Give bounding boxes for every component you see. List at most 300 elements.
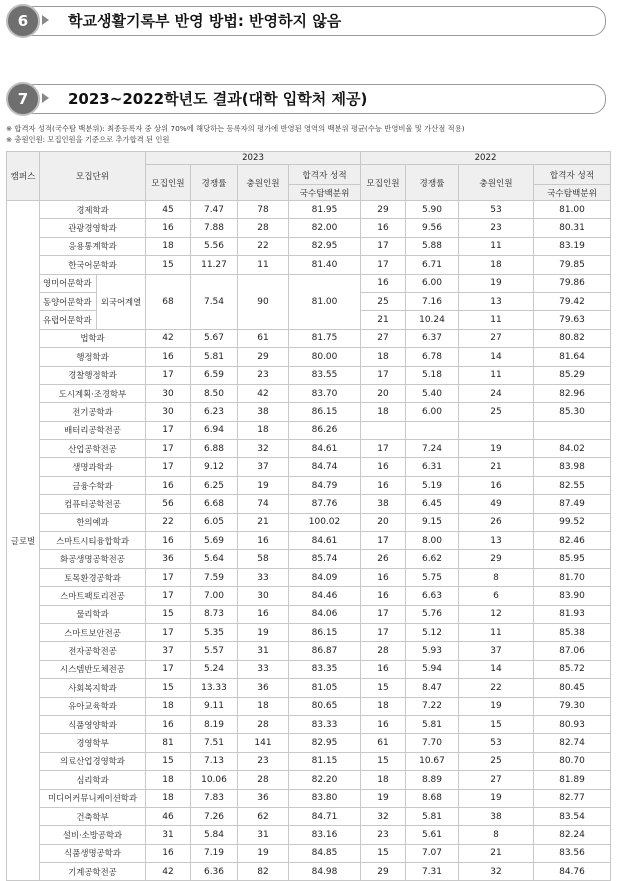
score-2023: 84.79 [289,476,361,494]
competition-2022: 7.07 [406,844,459,862]
quota-2022: 15 [361,844,406,862]
score-2022: 84.76 [534,863,611,881]
competition-2022: 5.75 [406,568,459,586]
quota-2023: 68 [146,274,191,329]
competition-2023: 7.88 [191,219,238,237]
results-table [6,151,611,881]
competition-2022: 8.68 [406,789,459,807]
additional-2022: 38 [459,807,534,825]
quota-2022: 23 [361,826,406,844]
competition-2022: 7.24 [406,440,459,458]
section-6-number-badge: 6 [6,4,40,38]
quota-2022: 17 [361,366,406,384]
score-2023: 84.09 [289,568,361,586]
quota-2022: 16 [361,715,406,733]
score-2022: 85.29 [534,366,611,384]
quota-2023: 81 [146,734,191,752]
quota-2023: 30 [146,403,191,421]
major-cell: 사회복지학과 [40,679,146,697]
score-2023: 86.87 [289,642,361,660]
major-cell: 금융수학과 [40,476,146,494]
additional-2022: 14 [459,660,534,678]
quota-2023: 56 [146,495,191,513]
header-score-sub-2022: 국수탐백분위 [534,185,611,201]
note-additional: ※ 충원인원: 모집인원을 기준으로 추가합격 된 인원 [6,135,170,144]
competition-2023: 8.73 [191,605,238,623]
arrow-right-icon [42,15,49,25]
table-row [7,844,611,862]
score-2023: 81.00 [289,274,361,329]
quota-2022: 18 [361,403,406,421]
competition-2022: 5.40 [406,384,459,402]
table-row [7,679,611,697]
major-cell: 유아교육학과 [40,697,146,715]
quota-2023: 17 [146,366,191,384]
quota-2022: 17 [361,440,406,458]
quota-2022: 17 [361,237,406,255]
score-2023: 84.71 [289,807,361,825]
quota-2023: 15 [146,256,191,274]
major-cell: 법학과 [40,329,146,347]
major-cell: 물리학과 [40,605,146,623]
major-cell: 동양어문학과 [40,292,97,310]
competition-2023: 5.56 [191,237,238,255]
score-2023: 84.61 [289,440,361,458]
competition-2022: 7.31 [406,863,459,881]
major-cell: 스마트시티융합학과 [40,532,146,550]
additional-2023: 42 [238,384,289,402]
major-cell: 행정학과 [40,348,146,366]
additional-2023: 33 [238,568,289,586]
quota-2022: 16 [361,458,406,476]
quota-2023: 17 [146,440,191,458]
additional-2023: 33 [238,660,289,678]
competition-2023: 7.19 [191,844,238,862]
major-cell: 스마트팩토리전공 [40,587,146,605]
score-2023: 81.95 [289,201,361,219]
table-row [7,403,611,421]
competition-2023: 6.88 [191,440,238,458]
score-2022: 81.00 [534,201,611,219]
score-2023: 84.98 [289,863,361,881]
header-quota-2023: 모집인원 [146,165,191,201]
score-2023: 86.26 [289,421,361,439]
table-row [7,532,611,550]
score-2022: 83.90 [534,587,611,605]
quota-2022: 18 [361,697,406,715]
competition-2022: 6.63 [406,587,459,605]
competition-2022: 6.62 [406,550,459,568]
additional-2022: 19 [459,274,534,292]
additional-2023: 61 [238,329,289,347]
major-cell: 기계공학전공 [40,863,146,881]
additional-2023: 19 [238,844,289,862]
score-2023: 82.20 [289,771,361,789]
competition-2023: 10.06 [191,771,238,789]
score-2023: 84.46 [289,587,361,605]
additional-2023: 74 [238,495,289,513]
quota-2023: 36 [146,550,191,568]
additional-2023: 82 [238,863,289,881]
quota-2023: 17 [146,623,191,641]
additional-2022: 19 [459,697,534,715]
table-row [7,623,611,641]
quota-2023: 42 [146,863,191,881]
additional-2022: 11 [459,623,534,641]
additional-2023: 30 [238,587,289,605]
score-2022: 82.96 [534,384,611,402]
additional-2022: 11 [459,366,534,384]
quota-2023: 37 [146,642,191,660]
additional-2023: 23 [238,752,289,770]
table-row [7,458,611,476]
additional-2022: 37 [459,642,534,660]
competition-2023: 7.51 [191,734,238,752]
table-row [7,642,611,660]
competition-2022: 5.81 [406,807,459,825]
additional-2023: 58 [238,550,289,568]
quota-2023: 17 [146,421,191,439]
additional-2022: 26 [459,513,534,531]
score-2023: 83.70 [289,384,361,402]
additional-2023: 38 [238,403,289,421]
score-2023: 81.05 [289,679,361,697]
competition-2022: 10.67 [406,752,459,770]
quota-2023: 17 [146,568,191,586]
score-2023: 81.40 [289,256,361,274]
competition-2022: 5.61 [406,826,459,844]
major-cell: 경제학과 [40,201,146,219]
quota-2023: 15 [146,752,191,770]
major-cell: 심리학과 [40,771,146,789]
competition-2023: 6.59 [191,366,238,384]
additional-2023: 31 [238,826,289,844]
quota-2022: 16 [361,476,406,494]
major-cell: 한국어문학과 [40,256,146,274]
score-2022: 85.30 [534,403,611,421]
score-2022: 81.89 [534,771,611,789]
table-row [7,201,611,219]
additional-2022: 27 [459,771,534,789]
table-row [7,476,611,494]
table-row [7,826,611,844]
score-2022: 80.45 [534,679,611,697]
note-score: ※ 합격자 성적(국수탐 백분위): 최종등록자 중 상위 70%에 해당하는 등록자의 평가에 반영된 영역의 백분위 평균(수능 반영비율 및 가산점 적용) [6,124,465,133]
notes [6,123,465,145]
score-2023: 83.16 [289,826,361,844]
score-2022: 79.30 [534,697,611,715]
additional-2022: 21 [459,458,534,476]
score-2023: 86.15 [289,623,361,641]
competition-2022: 5.18 [406,366,459,384]
competition-2023: 6.68 [191,495,238,513]
score-2022: 87.06 [534,642,611,660]
competition-2022: 5.76 [406,605,459,623]
additional-2023: 11 [238,256,289,274]
score-2022: 85.95 [534,550,611,568]
group-name-cell: 외국어계열 [97,274,146,329]
table-row [7,807,611,825]
quota-2022: 17 [361,532,406,550]
additional-2022: 13 [459,292,534,310]
header-score-2022: 합격자 성적 [534,165,611,185]
table-row [7,587,611,605]
additional-2022: 6 [459,587,534,605]
score-2023: 82.95 [289,734,361,752]
quota-2023: 16 [146,219,191,237]
score-2022: 79.42 [534,292,611,310]
competition-2022: 10.24 [406,311,459,329]
additional-2023: 19 [238,623,289,641]
quota-2022: 15 [361,679,406,697]
score-2023: 81.15 [289,752,361,770]
score-2023: 85.74 [289,550,361,568]
score-2023: 80.00 [289,348,361,366]
score-2022: 87.49 [534,495,611,513]
table-row [7,513,611,531]
quota-2022: 21 [361,311,406,329]
header-competition-2023: 경쟁률 [191,165,238,201]
additional-2023: 78 [238,201,289,219]
competition-2022: 5.94 [406,660,459,678]
quota-2022: 17 [361,605,406,623]
competition-2022: 8.89 [406,771,459,789]
additional-2022: 49 [459,495,534,513]
competition-2023: 5.24 [191,660,238,678]
table-row [7,366,611,384]
quota-2022: 25 [361,292,406,310]
major-cell: 유럽어문학과 [40,311,97,329]
header-additional-2023: 충원인원 [238,165,289,201]
additional-2023: 141 [238,734,289,752]
quota-2022: 61 [361,734,406,752]
quota-2022: 38 [361,495,406,513]
quota-2023: 17 [146,458,191,476]
quota-2022: 20 [361,384,406,402]
major-cell: 생명과학과 [40,458,146,476]
quota-2022: 19 [361,789,406,807]
competition-2022: 8.00 [406,532,459,550]
additional-2022: 21 [459,844,534,862]
table-row [7,752,611,770]
quota-2023: 16 [146,715,191,733]
additional-2022: 14 [459,348,534,366]
table-row [7,550,611,568]
score-2022: 81.93 [534,605,611,623]
score-2023: 82.95 [289,237,361,255]
additional-2022: 11 [459,237,534,255]
table-row [7,863,611,881]
competition-2023: 5.84 [191,826,238,844]
table-row [7,384,611,402]
quota-2022: 17 [361,256,406,274]
competition-2022: 7.70 [406,734,459,752]
additional-2023: 28 [238,771,289,789]
table-row [7,274,611,292]
table-row [7,329,611,347]
competition-2023: 7.54 [191,274,238,329]
competition-2022: 6.00 [406,403,459,421]
score-2023: 83.33 [289,715,361,733]
competition-2022: 6.37 [406,329,459,347]
major-cell: 설비·소방공학과 [40,826,146,844]
score-2022: 83.98 [534,458,611,476]
competition-2022: 5.93 [406,642,459,660]
quota-2023: 16 [146,844,191,862]
competition-2022: 5.19 [406,476,459,494]
quota-2023: 17 [146,660,191,678]
competition-2023: 7.59 [191,568,238,586]
additional-2023: 28 [238,715,289,733]
quota-2022: 15 [361,752,406,770]
score-2023: 81.75 [289,329,361,347]
score-2022: 99.52 [534,513,611,531]
competition-2022: 5.90 [406,201,459,219]
additional-2023: 36 [238,679,289,697]
score-2023: 86.15 [289,403,361,421]
score-2022: 80.82 [534,329,611,347]
score-2023: 84.06 [289,605,361,623]
score-2023: 84.74 [289,458,361,476]
quota-2023: 18 [146,789,191,807]
major-cell: 미디어커뮤니케이션학과 [40,789,146,807]
score-2023: 83.80 [289,789,361,807]
competition-2023: 8.50 [191,384,238,402]
additional-2022: 24 [459,384,534,402]
additional-2022: 8 [459,826,534,844]
table-row [7,348,611,366]
score-2022: 79.85 [534,256,611,274]
section-7-header [6,84,606,112]
quota-2022: 16 [361,274,406,292]
major-cell: 경영학부 [40,734,146,752]
additional-2022: 27 [459,329,534,347]
header-year-2023: 2023 [146,152,361,165]
score-2022: 80.31 [534,219,611,237]
score-2022 [534,421,611,439]
score-2022: 79.63 [534,311,611,329]
quota-2022: 18 [361,771,406,789]
score-2023: 84.85 [289,844,361,862]
additional-2022: 12 [459,605,534,623]
competition-2023: 6.25 [191,476,238,494]
additional-2023: 28 [238,219,289,237]
competition-2023: 8.19 [191,715,238,733]
competition-2022: 6.31 [406,458,459,476]
major-cell: 도시계획·조경학부 [40,384,146,402]
score-2022: 84.02 [534,440,611,458]
score-2022: 80.93 [534,715,611,733]
additional-2023: 90 [238,274,289,329]
competition-2022: 6.78 [406,348,459,366]
additional-2022: 19 [459,440,534,458]
section-7-number-badge: 7 [6,82,40,116]
quota-2023: 46 [146,807,191,825]
quota-2022: 27 [361,329,406,347]
additional-2023: 18 [238,697,289,715]
section-6-title: 학교생활기록부 반영 방법: 반영하지 않음 [68,12,342,30]
competition-2022: 5.12 [406,623,459,641]
quota-2022: 16 [361,587,406,605]
additional-2022: 29 [459,550,534,568]
table-row [7,421,611,439]
major-cell: 컴퓨터공학전공 [40,495,146,513]
competition-2023: 7.83 [191,789,238,807]
additional-2023: 18 [238,421,289,439]
competition-2023: 11.27 [191,256,238,274]
results-body [7,201,611,881]
section-6-header [6,6,606,34]
score-2023: 83.55 [289,366,361,384]
additional-2023: 62 [238,807,289,825]
quota-2023: 16 [146,532,191,550]
quota-2023: 15 [146,605,191,623]
table-row [7,697,611,715]
major-cell: 식품생명공학과 [40,844,146,862]
competition-2023: 6.36 [191,863,238,881]
quota-2023: 18 [146,237,191,255]
table-row [7,605,611,623]
major-cell: 영미어문학과 [40,274,97,292]
competition-2023: 9.12 [191,458,238,476]
quota-2023: 18 [146,697,191,715]
competition-2023: 9.11 [191,697,238,715]
quota-2023: 16 [146,476,191,494]
score-2022: 79.86 [534,274,611,292]
major-cell: 시스템반도체전공 [40,660,146,678]
header-score-2023: 합격자 성적 [289,165,361,185]
table-row [7,495,611,513]
table-row [7,789,611,807]
additional-2022: 16 [459,476,534,494]
header-year-2022: 2022 [361,152,611,165]
score-2022: 83.56 [534,844,611,862]
additional-2022: 22 [459,679,534,697]
competition-2022: 7.22 [406,697,459,715]
additional-2023: 16 [238,605,289,623]
quota-2023: 15 [146,679,191,697]
additional-2022: 8 [459,568,534,586]
additional-2023: 22 [238,237,289,255]
table-row [7,256,611,274]
quota-2022: 28 [361,642,406,660]
competition-2022 [406,421,459,439]
score-2022: 82.24 [534,826,611,844]
additional-2022: 19 [459,789,534,807]
additional-2023: 31 [238,642,289,660]
additional-2023: 23 [238,366,289,384]
table-row [7,715,611,733]
additional-2023: 36 [238,789,289,807]
competition-2023: 5.35 [191,623,238,641]
competition-2023: 7.26 [191,807,238,825]
additional-2022: 23 [459,219,534,237]
competition-2022: 9.56 [406,219,459,237]
quota-2022: 20 [361,513,406,531]
competition-2023: 5.81 [191,348,238,366]
score-2022: 82.46 [534,532,611,550]
quota-2022: 16 [361,568,406,586]
competition-2023: 6.05 [191,513,238,531]
table-row [7,568,611,586]
score-2022: 82.74 [534,734,611,752]
score-2022: 82.55 [534,476,611,494]
score-2022: 81.64 [534,348,611,366]
score-2022: 85.72 [534,660,611,678]
quota-2022: 29 [361,863,406,881]
major-cell: 토목환경공학과 [40,568,146,586]
competition-2023: 7.13 [191,752,238,770]
